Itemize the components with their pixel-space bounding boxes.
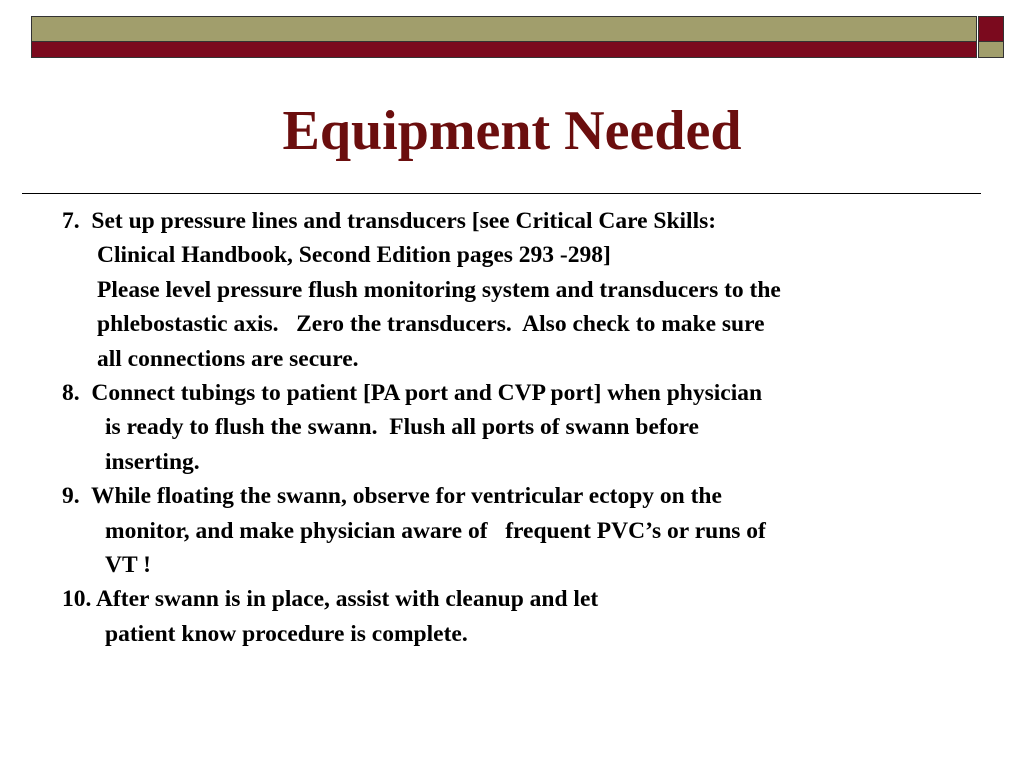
header-band-maroon [31,41,977,58]
body-line-item-7: 7. Set up pressure lines and transducers [see Critical Care Skills: [62,208,717,234]
body-line: is ready to flush the swann. Flush all ports of swann before [105,414,699,441]
slide-title: Equipment Needed [282,100,742,162]
slide-body [62,204,1002,651]
body-line: VT ! [105,552,151,579]
body-line-item-9: 9. While floating the swann, observe for ventricular ectopy on the [62,483,722,510]
header-square-maroon [978,16,1004,42]
title-divider [22,193,981,194]
body-line: patient know procedure is complete. [105,620,468,647]
header-band-olive [31,16,977,42]
body-line: Please level pressure flush monitoring system and transducers to the [97,276,781,303]
body-line-item-10: 10. After swann is in place, assist with cleanup and let [62,586,599,613]
body-line: all connections are secure. [97,345,359,372]
body-line: phlebostastic axis. Zero the transducers. Also check to make sure [97,311,765,338]
body-line: Clinical Handbook, Second Edition pages 293 -298] [97,242,611,269]
header-square-olive [978,41,1004,58]
body-line: inserting. [105,448,200,475]
body-line: monitor, and make physician aware of frequent PVC’s or runs of [105,517,766,544]
body-line-item-8: 8. Connect tubings to patient [PA port and CVP port] when physician [62,380,763,407]
